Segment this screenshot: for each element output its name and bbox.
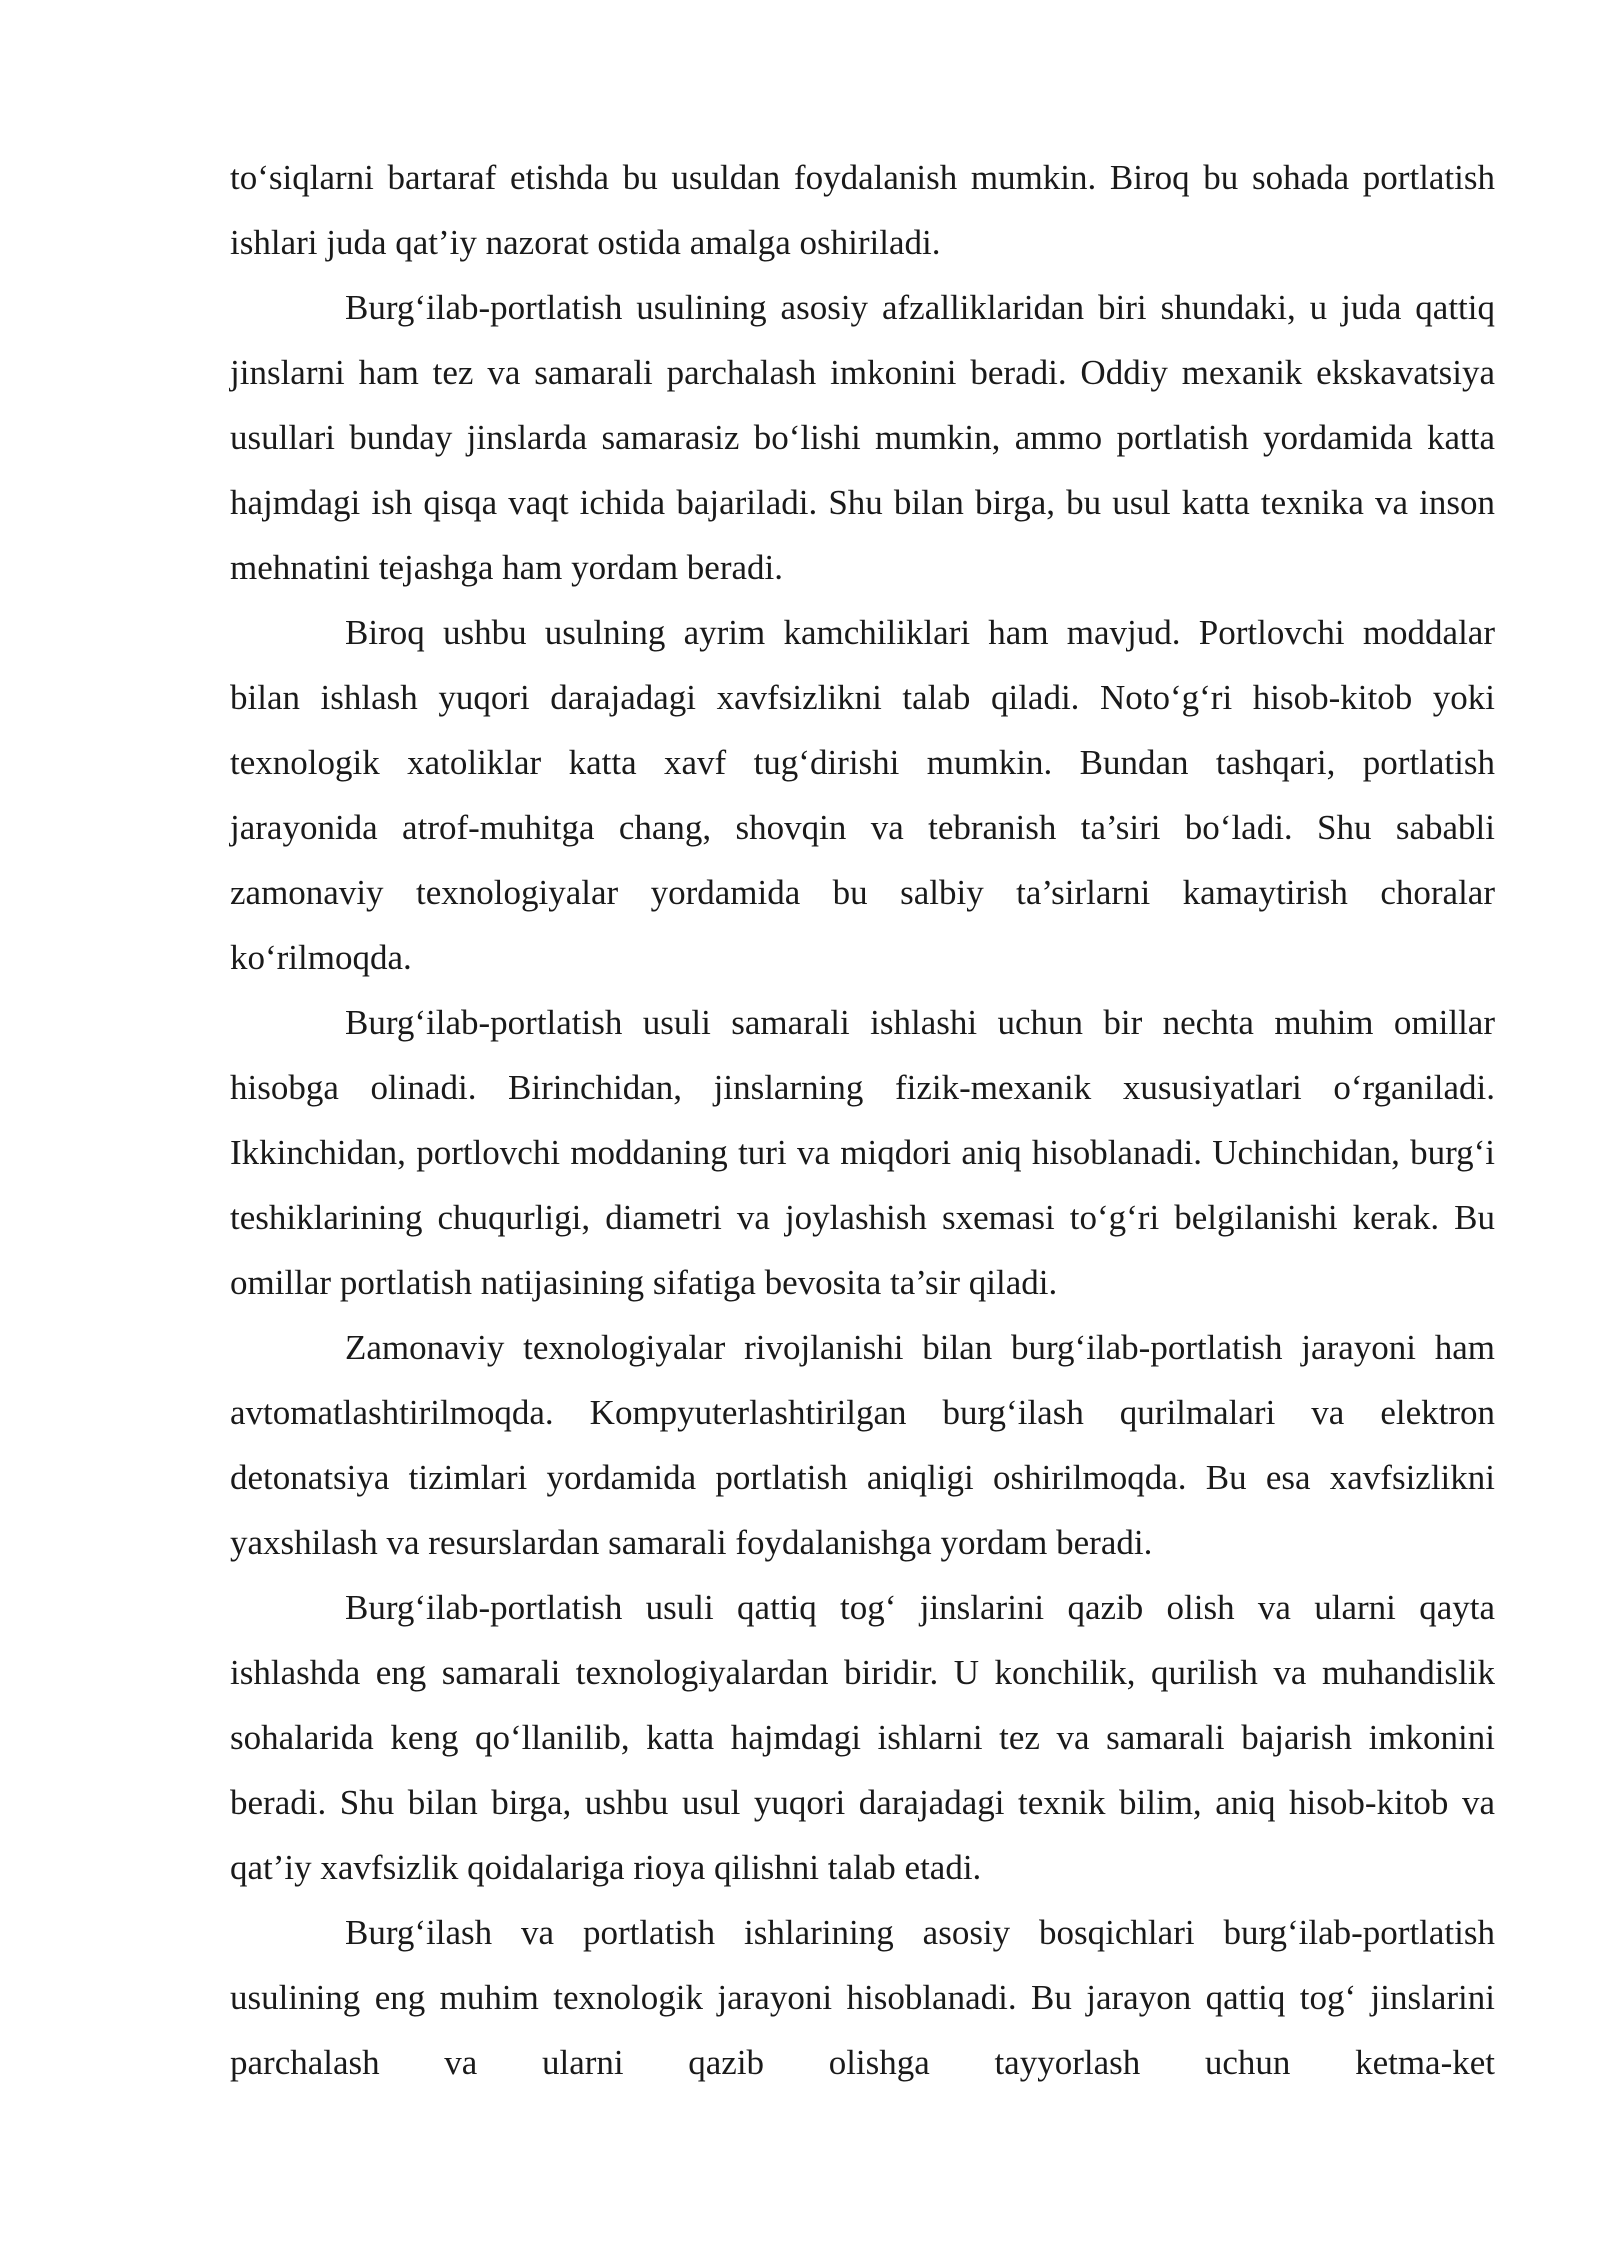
- paragraph-factors: Burg‘ilab-portlatish usuli samarali ishlashi uchun bir nechta muhim omillar hisobga olinadi. Birinchidan, jinslarning fizik-mexanik xususiyatlari o‘rganiladi. Ikkinchidan, portlovchi moddaning turi va miqdori aniq hisoblanadi. Uchinchidan, burg‘i teshiklarining chuqurligi, diametri va joylashish sxemasi to‘g‘ri belgilanishi kerak. Bu omillar portlatish natijasining sifatiga bevosita ta’sir qiladi.: [230, 1003, 1495, 1302]
- document-body: [230, 145, 1495, 2095]
- paragraph-modern-technologies: Zamonaviy texnologiyalar rivojlanishi bilan burg‘ilab-portlatish jarayoni ham avtomatlashtirilmoqda. Kompyuterlashtirilgan burg‘ilash qurilmalari va elektron detonatsiya tizimlari yordamida portlatish aniqligi oshirilmoqda. Bu esa xavfsizlikni yaxshilash va resurslardan samarali foydalanishga yordam beradi.: [230, 1328, 1495, 1562]
- paragraph-conclusion: Burg‘ilab-portlatish usuli qattiq tog‘ jinslarini qazib olish va ularni qayta ishlashda eng samarali texnologiyalardan biridir. U konchilik, qurilish va muhandislik sohalarida keng qo‘llanilib, katta hajmdagi ishlarni tez va samarali bajarish imkonini beradi. Shu bilan birga, ushbu usul yuqori darajadagi texnik bilim, aniq hisob-kitob va qat’iy xavfsizlik qoidalariga rioya qilishni talab etadi.: [230, 1588, 1495, 1887]
- paragraph-stages: Burg‘ilash va portlatish ishlarining asosiy bosqichlari burg‘ilab-portlatish usulining eng muhim texnologik jarayoni hisoblanadi. Bu jarayon qattiq tog‘ jinslarini parchalash va ularni qazib olishga tayyorlash uchun ketma-ket: [230, 1913, 1495, 2082]
- paragraph-continuation: to‘siqlarni bartaraf etishda bu usuldan foydalanish mumkin. Biroq bu sohada portlatish ishlari juda qat’iy nazorat ostida amalga oshiriladi.: [230, 158, 1495, 262]
- paragraph-disadvantages: Biroq ushbu usulning ayrim kamchiliklari ham mavjud. Portlovchi moddalar bilan ishlash yuqori darajadagi xavfsizlikni talab qiladi. Noto‘g‘ri hisob-kitob yoki texnologik xatoliklar katta xavf tug‘dirishi mumkin. Bundan tashqari, portlatish jarayonida atrof-muhitga chang, shovqin va tebranish ta’siri bo‘ladi. Shu sababli zamonaviy texnologiyalar yordamida bu salbiy ta’sirlarni kamaytirish choralar ko‘rilmoqda.: [230, 613, 1495, 977]
- paragraph-advantages: Burg‘ilab-portlatish usulining asosiy afzalliklaridan biri shundaki, u juda qattiq jinslarni ham tez va samarali parchalash imkonini beradi. Oddiy mexanik ekskavatsiya usullari bunday jinslarda samarasiz bo‘lishi mumkin, ammo portlatish yordamida katta hajmdagi ish qisqa vaqt ichida bajariladi. Shu bilan birga, bu usul katta texnika va inson mehnatini tejashga ham yordam beradi.: [230, 288, 1495, 587]
